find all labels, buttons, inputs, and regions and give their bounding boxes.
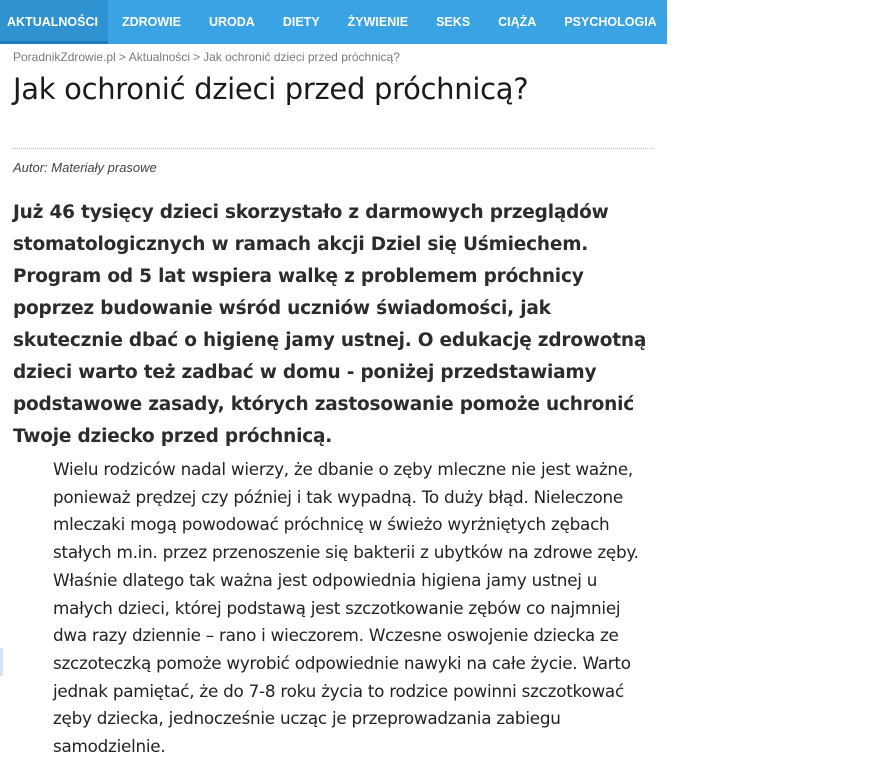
nav-item-seks[interactable]: SEKS [436,15,471,29]
article-author: Autor: Materiały prasowe [13,160,157,175]
nav-item-aktualnosci[interactable]: AKTUALNOŚCI [0,0,108,44]
breadcrumb-section-link[interactable]: Aktualności [128,50,191,64]
title-divider [13,148,654,149]
left-edge-widget [0,648,3,676]
nav-item-ciaza[interactable]: CIĄŻA [498,15,537,29]
top-navigation [0,0,863,44]
breadcrumb [13,50,400,64]
breadcrumb-home-link[interactable]: PoradnikZdrowie.pl [13,50,116,64]
breadcrumb-current: Jak ochronić dzieci przed próchnicą? [203,50,400,64]
nav-item-zywienie[interactable]: ŻYWIENIE [347,15,409,29]
nav-item-eksperci[interactable]: EKSPERCI [798,15,863,29]
nav-item-uroda[interactable]: URODA [209,15,255,29]
article-body-paragraph: Wielu rodziców nadal wierzy, że dbanie o zęby mleczne nie jest ważne, ponieważ prędzej czy później i tak wypadną. To duży błąd. Nieleczone mleczaki mogą powodować próchnicę w świeżo wyrżniętych zębach stałych m.in. przez przenoszenie się bakterii z ubytków na zdrowe zęby. Właśnie dlatego tak ważna jest odpowiednia higiena jamy ustnej u małych dzieci, której podstawą jest szczotkowanie zębów co najmniej dwa razy dziennie – rano i wieczorem. Wczesne oswojenie dziecka ze szczoteczką pomoże wyrobić odpowiednie nawyki na całe życie. Warto jednak pamiętać, że do 7-8 roku życia to rodzice powinni szczotkować zęby dziecka, jednocześnie ucząc je przeprowadzania zabiegu samodzielnie. [53,459,639,757]
nav-item-diety[interactable]: DIETY [282,15,320,29]
article-lead: Już 46 tysięcy dzieci skorzystało z darmowych przeglądów stomatologicznych w ramach akcji Dziel się Uśmiechem. Program od 5 lat wspiera walkę z problemem próchnicy poprzez budowanie wśród uczniów świadomości, jak skutecznie dbać o higienę jamy ustnej. O edukację zdrowotną dzieci warto też zadbać w domu - poniżej przedstawiamy podstawowe zasady, których zastosowanie pomoże uchronić Twoje dziecko przed próchnicą. [13,202,647,447]
breadcrumb-separator: > [193,50,201,64]
article-title: Jak ochronić dzieci przed próchnicą? [13,72,529,106]
breadcrumb-separator: > [118,50,126,64]
nav-item-sprawdz-sie[interactable]: SPRAWDŹ SIĘ [684,15,771,29]
nav-item-psychologia[interactable]: PSYCHOLOGIA [564,15,657,29]
nav-item-zdrowie[interactable]: ZDROWIE [121,15,181,29]
